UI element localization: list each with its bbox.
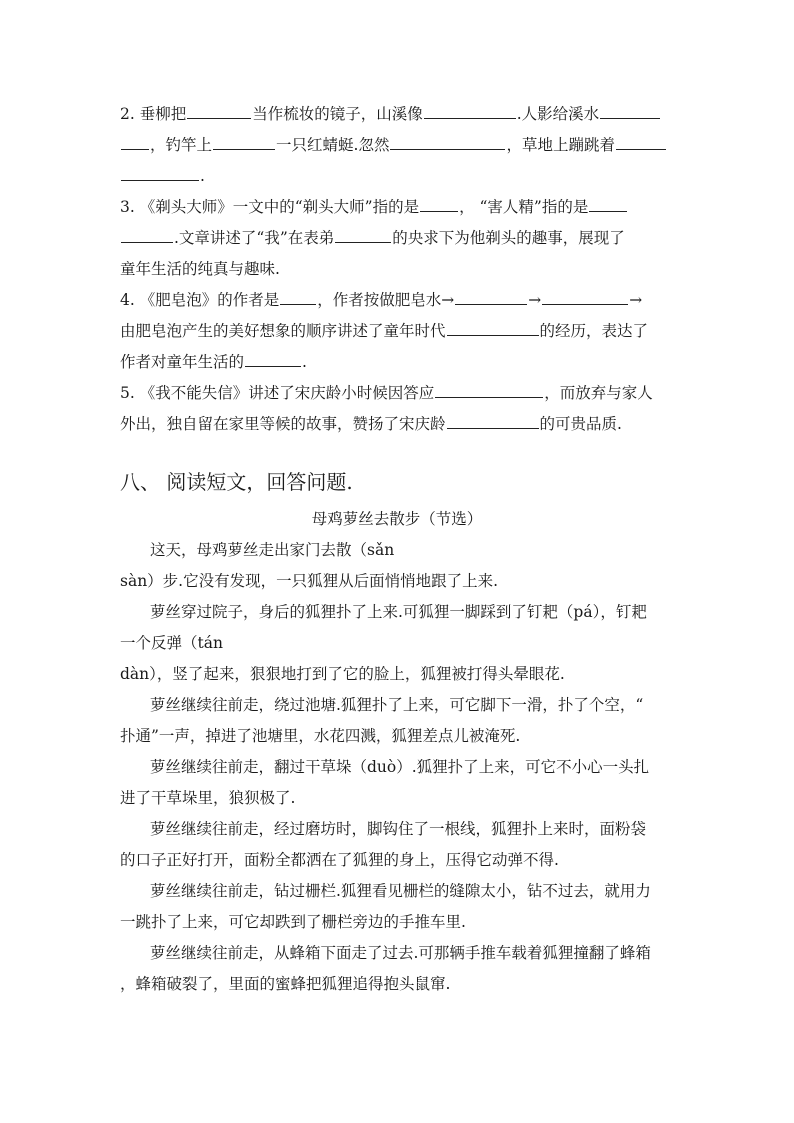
q3-blank-3[interactable] bbox=[335, 228, 391, 243]
passage-line: 这天，母鸡萝丝走出家门去散（sǎn bbox=[150, 541, 395, 559]
q3-blank-2a[interactable] bbox=[589, 197, 627, 212]
q2-line-3: . bbox=[120, 166, 680, 186]
passage-line: sàn）步.它没有发现，一只狐狸从后面悄悄地跟了上来. bbox=[120, 572, 499, 590]
q4-blank-2[interactable] bbox=[455, 290, 527, 305]
passage-line: 的口子正好打开，面粉全都洒在了狐狸的身上，压得它动弹不得. bbox=[120, 851, 559, 869]
passage-line: dàn），竖了起来，狠狠地打到了它的脸上，狐狸被打得头晕眼花. bbox=[120, 665, 565, 683]
q2-blank-3b[interactable] bbox=[121, 135, 149, 150]
q2-blank-2[interactable] bbox=[424, 104, 516, 119]
q2-blank-4[interactable] bbox=[213, 135, 275, 150]
passage-line: ，蜂箱破裂了，里面的蜜蜂把狐狸追得抱头鼠窜. bbox=[120, 975, 451, 993]
q5-blank-2[interactable] bbox=[447, 414, 539, 429]
q2-blank-6b[interactable] bbox=[121, 166, 199, 181]
passage-line: 萝丝继续往前走，经过磨坊时，脚钩住了一根线，狐狸扑上来时，面粉袋 bbox=[150, 820, 647, 838]
q3-line-3: 童年生活的纯真与趣味. bbox=[120, 260, 280, 278]
q4-line-3: 作者对童年生活的 . bbox=[120, 353, 307, 371]
q2-line-1: 2. 垂柳把 当作梳妆的镜子，山溪像 .人影给溪水 bbox=[120, 104, 680, 124]
q3-line-2: .文章讲述了“我”在表弟 的央求下为他剃头的趣事，展现了 bbox=[120, 228, 680, 248]
passage-line: 一跳扑了上来，可它却跌到了栅栏旁边的手推车里. bbox=[120, 913, 466, 931]
q5-line-1: 5. 《我不能失信》讲述了宋庆龄小时候因答应 ，而放弃与家人 bbox=[120, 384, 653, 402]
q3-blank-1[interactable] bbox=[420, 197, 458, 212]
q2-blank-1[interactable] bbox=[187, 104, 251, 119]
q4-blank-3[interactable] bbox=[542, 290, 628, 305]
q2-blank-5[interactable] bbox=[390, 135, 505, 150]
passage-title: 母鸡萝丝去散步（节选） bbox=[311, 510, 483, 528]
q2-blank-3a[interactable] bbox=[600, 104, 660, 119]
q3-blank-2b[interactable] bbox=[121, 228, 173, 243]
passage-line: 萝丝继续往前走，翻过干草垛（duò）.狐狸扑了上来，可它不小心一头扎 bbox=[150, 758, 650, 776]
section-heading: 八、 阅读短文，回答问题. bbox=[120, 470, 353, 494]
passage-line: 萝丝继续往前走，从蜂箱下面走了过去.可那辆手推车载着狐狸撞翻了蜂箱 bbox=[150, 944, 651, 962]
q4-blank-1[interactable] bbox=[280, 290, 316, 305]
q5-blank-1[interactable] bbox=[435, 383, 543, 398]
passage-line: 萝丝穿过院子，身后的狐狸扑了上来.可狐狸一脚踩到了钉耙（pá），钉耙 bbox=[150, 603, 647, 621]
q4-line-2: 由肥皂泡产生的美好想象的顺序讲述了童年时代 的经历，表达了 bbox=[120, 322, 649, 340]
q4-blank-5[interactable] bbox=[245, 352, 301, 367]
passage-line: 一个反弹（tán bbox=[120, 634, 223, 652]
q4-line-1: 4. 《肥皂泡》的作者是 ，作者按做肥皂水→ → → bbox=[120, 291, 643, 309]
q5-line-2: 外出，独自留在家里等候的故事，赞扬了宋庆龄 的可贵品质. bbox=[120, 415, 622, 433]
q3-line-1: 3. 《剃头大师》一文中的“剃头大师”指的是 ， “害人精”指的是 bbox=[120, 197, 680, 217]
passage-line: 进了干草垛里，狼狈极了. bbox=[120, 789, 296, 807]
q4-blank-4[interactable] bbox=[447, 321, 539, 336]
passage-line: 扑通”一声，掉进了池塘里，水花四溅，狐狸差点儿被淹死. bbox=[120, 727, 521, 745]
q2-blank-6a[interactable] bbox=[616, 135, 666, 150]
q2-line-2: ，钓竿上 一只红蜻蜓.忽然 ，草地上蹦跳着 bbox=[120, 135, 680, 155]
passage-line: 萝丝继续往前走，绕过池塘.狐狸扑了上来，可它脚下一滑，扑了个空，“ bbox=[150, 696, 644, 714]
passage-line: 萝丝继续往前走，钻过栅栏.狐狸看见栅栏的缝隙太小，钻不过去，就用力 bbox=[150, 882, 651, 900]
